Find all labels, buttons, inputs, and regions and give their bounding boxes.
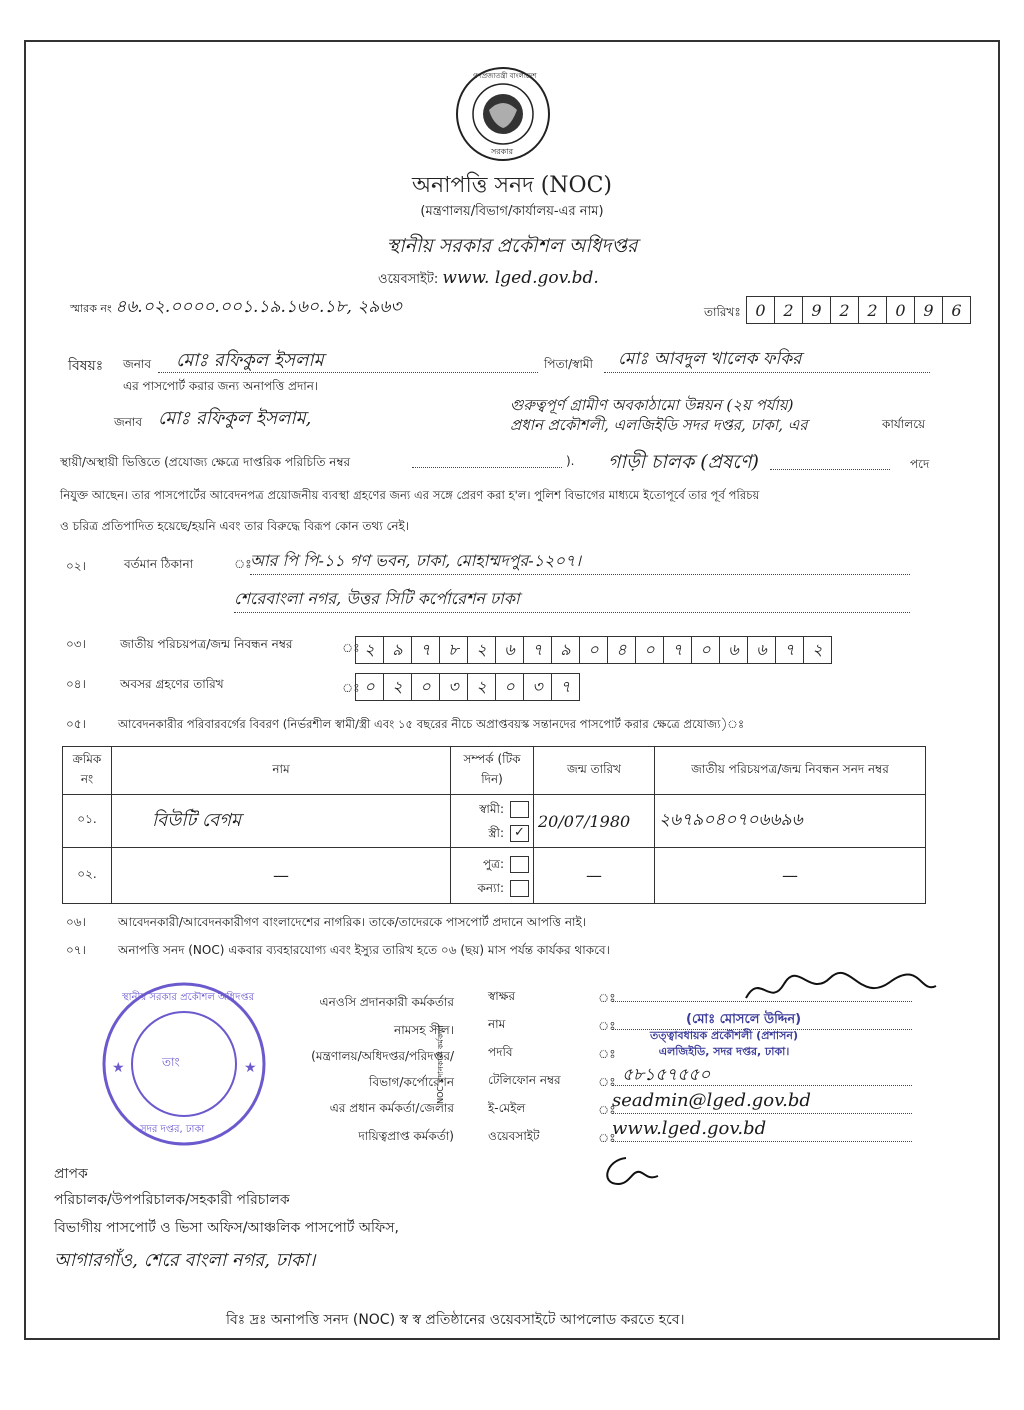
subject-label: বিষয়ঃ	[68, 358, 104, 374]
officer-phone: ৫৮১৫৭৫৫০	[622, 1065, 711, 1085]
retirement-digit-5: ২	[467, 673, 496, 701]
designation-label: পদবি	[488, 1045, 513, 1059]
nid-digit-12: ৭	[663, 636, 692, 664]
row2-serial: ০২.	[63, 848, 112, 904]
item03-number: ০৩।	[66, 637, 86, 651]
employment-close: ).	[566, 454, 575, 468]
memo-value: ৪৬.০২.০০০০.০০১.১৯.১৬০.১৮, ২৯৬৩	[115, 297, 402, 317]
officer-left-1: এনওসি প্রদানকারী কর্মকর্তার	[319, 995, 454, 1009]
husband-checkbox[interactable]	[510, 801, 529, 818]
officer-left-6: দায়িত্বপ্রাপ্ত কর্মকর্তা)	[358, 1129, 454, 1143]
nid-digit-10: ৪	[607, 636, 636, 664]
phone-colon: ঃ	[598, 1075, 616, 1089]
subject-purpose: এর পাসপোর্ট করার জন্য অনাপত্তি প্রদান।	[123, 379, 319, 393]
col-dob: জন্ম তারিখ	[534, 747, 655, 795]
nid-digit-6: ৬	[495, 636, 524, 664]
item07-number: ০৭।	[66, 943, 86, 957]
page-title: অনাপত্তি সনদ (NOC)	[411, 173, 613, 198]
recipient-line2: বিভাগীয় পাসপোর্ট ও ভিসা অফিস/আঞ্চলিক পাসপোর্ট অফিস,	[54, 1220, 399, 1236]
retirement-digit-1: ০	[355, 673, 384, 701]
date-boxes	[747, 296, 971, 324]
retirement-colon: ঃ	[342, 681, 360, 695]
father-name: মোঃ আবদুল খালেক ফকির	[618, 349, 802, 369]
officer-left-2: নামসহ সীল।	[394, 1023, 454, 1037]
address-line1	[250, 552, 910, 575]
retirement-digit-3: ০	[411, 673, 440, 701]
website-field-line	[612, 1140, 912, 1142]
address-value2: শেরেবাংলা নগর, উত্তর সিটি কর্পোরেশন ঢাকা	[234, 589, 520, 608]
officer-signature	[740, 968, 940, 1016]
website-line	[378, 268, 599, 291]
office-id-dots	[412, 466, 562, 468]
body-mr-label: জনাব	[114, 415, 143, 429]
nid-colon: ঃ	[342, 641, 360, 655]
memo-line	[70, 294, 401, 322]
daughter-checkbox[interactable]	[510, 880, 529, 897]
retirement-digit-6: ০	[495, 673, 524, 701]
nid-digit-8: ৯	[551, 636, 580, 664]
item07-text: অনাপত্তি সনদ (NOC) একবার ব্যবহারযোগ্য এবং ইস্যুর তারিখ হতে ০৬ (ছয়) মাস পর্যন্ত কার্যকর থাকবে।	[118, 943, 610, 957]
row1-dob: 20/07/1980	[534, 795, 655, 848]
memo-label: স্মারক নং	[70, 302, 112, 315]
recipient-line1: পরিচালক/উপপরিচালক/সহকারী পরিচালক	[54, 1192, 290, 1208]
item05-number: ০৫।	[66, 717, 86, 731]
designation-colon: ঃ	[598, 1047, 616, 1061]
col-serial: ক্রমিক নং	[63, 747, 112, 795]
email-label: ই-মেইল	[488, 1101, 526, 1115]
office-suffix: কার্যালয়ে	[882, 417, 926, 431]
officer-website: www.lged.gov.bd	[612, 1118, 767, 1139]
body-paragraph-line1: নিযুক্ত আছেন। তার পাসপোর্টের আবেদনপত্র প্রয়োজনীয় ব্যবস্থা গ্রহণের জন্য এর সঙ্গে প্রেরণ করা হ'ল। পুলিশ বিভাগের মাধ্যমে ইতোপূর্বে তার পূর্ব পরিচয়	[60, 488, 760, 502]
date-digit-4: 2	[830, 296, 859, 324]
footnote: বিঃ দ্রঃ অনাপত্তি সনদ (NOC) স্ব স্ব প্রতিষ্ঠানের ওয়েবসাইটে আপলোড করতে হবে।	[226, 1312, 685, 1328]
employment-basis: স্থায়ী/অস্থায়ী ভিত্তিতে (প্রযোজ্য ক্ষেত্রে দাপ্তরিক পরিচিতি নম্বর	[60, 455, 351, 469]
date-digit-6: 0	[886, 296, 915, 324]
signature-colon: ঃ	[598, 991, 616, 1005]
row1-opt1-label: স্বামী:	[479, 802, 504, 816]
nid-digit-11: ০	[635, 636, 664, 664]
email-line	[612, 1112, 912, 1114]
body-applicant-name: মোঃ রফিকুল ইসলাম,	[158, 408, 312, 429]
phone-label: টেলিফোন নম্বর	[488, 1073, 561, 1087]
initial-signature	[596, 1150, 666, 1194]
row2-relation	[451, 848, 534, 904]
retirement-digit-2: ২	[383, 673, 412, 701]
office-seal-bottom: সদর দপ্তর, ঢাকা	[140, 1124, 205, 1135]
address-label: বর্তমান ঠিকানা	[124, 557, 194, 571]
svg-text:★: ★	[112, 1060, 125, 1076]
name-label: নাম	[488, 1017, 506, 1031]
item06-text: আবেদনকারী/আবেদনকারীগণ বাংলাদেশের নাগরিক। তাকে/তাদেরকে পাসপোর্ট প্রদানে আপত্তি নাই।	[118, 915, 587, 929]
retirement-digit-4: ৩	[439, 673, 468, 701]
officer-email: seadmin@lged.gov.bd	[612, 1090, 811, 1111]
body-paragraph-line2: ও চরিত্র প্রতিপাদিত হয়েছে/হয়নি এবং তার বিরুদ্ধে বিরূপ কোন তথ্য নেই।	[60, 519, 410, 533]
nid-digit-5: ২	[467, 636, 496, 664]
website-value: www. lged.gov.bd.	[442, 268, 599, 288]
applicant-name-line	[158, 352, 538, 373]
address-colon: ঃ	[234, 557, 252, 571]
subject-mr-label: জনাব	[123, 357, 152, 371]
nid-digit-7: ৭	[523, 636, 552, 664]
retirement-label: অবসর গ্রহণের তারিখ	[120, 677, 224, 691]
retirement-digit-8: ৭	[551, 673, 580, 701]
date-digit-5: 2	[858, 296, 887, 324]
nid-label: জাতীয় পরিচয়পত্র/জন্ম নিবন্ধন নম্বর	[120, 637, 293, 651]
nid-digit-1: ২	[355, 636, 384, 664]
office-seal-center: তাং	[162, 1055, 180, 1069]
nid-digit-4: ৮	[439, 636, 468, 664]
col-nid: জাতীয় পরিচয়পত্র/জন্ম নিবন্ধন সনদ নম্বর	[655, 747, 926, 795]
officer-side-label: NOC প্রদানকারী কর্মকর্তা	[435, 1025, 445, 1104]
item04-number: ০৪।	[66, 677, 86, 691]
table-row	[63, 795, 926, 848]
row1-name: বিউটি বেগম	[112, 795, 451, 848]
svg-text:★: ★	[244, 1060, 257, 1076]
website-field-colon: ঃ	[598, 1131, 616, 1145]
father-label: পিতা/স্বামী	[544, 357, 593, 371]
date-digit-8: 6	[942, 296, 971, 324]
row2-dob: —	[534, 848, 655, 904]
family-table-header	[63, 747, 926, 795]
row2-opt2-label: কন্যা:	[477, 880, 504, 895]
family-table	[62, 746, 926, 904]
col-relation: সম্পর্ক (টিক দিন)	[451, 747, 534, 795]
applicant-name: মোঃ রফিকুল ইসলাম	[176, 350, 324, 371]
row2-name: —	[112, 848, 451, 904]
family-details-label: আবেদনকারীর পরিবারবর্গের বিবরণ (নির্ভরশীল স্বামী/স্ত্রী এবং ১৫ বছরের নীচে অপ্রাপ্তবয়স্ক সন্তানদের পাসপোর্ট করার ক্ষেত্রে প্রযোজ্য)ঃ	[118, 717, 745, 731]
row1-opt2-label: স্ত্রী:	[488, 826, 504, 840]
nid-digit-15: ৬	[747, 636, 776, 664]
recipient-label: প্রাপক	[54, 1166, 88, 1182]
row1-serial: ০১.	[63, 795, 112, 848]
officer-left-5: এর প্রধান কর্মকর্তা/জেলার	[329, 1101, 454, 1115]
nid-digit-14: ৬	[719, 636, 748, 664]
name-colon: ঃ	[598, 1019, 616, 1033]
col-name: নাম	[112, 747, 451, 795]
officer-name: (মোঃ মোসলে উদ্দিন)	[686, 1012, 802, 1027]
row2-opt1-label: পুত্র:	[482, 856, 504, 871]
wife-checkbox[interactable]: ✓	[510, 825, 529, 842]
date-digit-1: 0	[746, 296, 775, 324]
designation-dots	[770, 468, 890, 470]
address-value1: আর পি পি-১১ গণ ভবন, ঢাকা, মোহাম্মদপুর-১২০৭।	[250, 551, 581, 570]
son-checkbox[interactable]	[510, 856, 529, 873]
office-round-seal	[100, 980, 268, 1148]
page-subtitle: (মন্ত্রণালয়/বিভাগ/কার্যালয়-এর নাম)	[420, 204, 604, 219]
nid-digit-2: ৯	[383, 636, 412, 664]
post-suffix: পদে	[910, 457, 930, 471]
designation: গাড়ী চালক (প্রষণে)	[608, 451, 759, 473]
date-digit-3: 9	[802, 296, 831, 324]
address-line2	[234, 590, 910, 613]
officer-left-3: (মন্ত্রণালয়/অধিদপ্তর/পরিদপ্তর/	[311, 1049, 454, 1063]
project-office: প্রধান প্রকৌশলী, এলজিইডি সদর দপ্তর, ঢাকা, এর	[510, 416, 808, 434]
date-digit-7: 9	[914, 296, 943, 324]
nid-boxes	[356, 636, 832, 664]
retirement-date-boxes	[356, 673, 580, 701]
seal-top-text: গণপ্রজাতন্ত্রী বাংলাদেশ	[473, 72, 537, 80]
nid-digit-17: ২	[803, 636, 832, 664]
website-field-label: ওয়েবসাইট	[488, 1129, 540, 1143]
item06-number: ০৬।	[66, 915, 86, 929]
seal-bottom-text: সরকার	[491, 147, 514, 156]
website-label: ওয়েবসাইট:	[378, 272, 439, 287]
date-digit-2: 2	[774, 296, 803, 324]
office-name: স্থানীয় সরকার প্রকৌশল অধিদপ্তর	[386, 235, 638, 257]
father-name-line	[604, 349, 930, 373]
row2-nid: —	[655, 848, 926, 904]
email-colon: ঃ	[598, 1103, 616, 1117]
item02-number: ০২।	[66, 559, 86, 573]
row1-nid: ২৬৭৯০৪০৭০৬৬৯৬	[655, 795, 926, 848]
nid-digit-9: ০	[579, 636, 608, 664]
nid-digit-16: ৭	[775, 636, 804, 664]
nid-digit-13: ০	[691, 636, 720, 664]
recipient-line3: আগারগাঁও, শেরে বাংলা নগর, ঢাকা।	[54, 1250, 316, 1271]
signature-label: স্বাক্ষর	[488, 989, 516, 1003]
row1-relation	[451, 795, 534, 848]
retirement-digit-7: ৩	[523, 673, 552, 701]
officer-designation: তত্ত্বাবধায়ক প্রকৌশলী (প্রশাসন) এলজিইডি, সদর দপ্তর, ঢাকা।	[650, 1029, 798, 1058]
office-seal-text: স্থানীয় সরকার প্রকৌশল অধিদপ্তর	[122, 992, 255, 1003]
table-row	[63, 848, 926, 904]
nid-digit-3: ৭	[411, 636, 440, 664]
officer-left-4: বিভাগ/কর্পোরেশন	[369, 1075, 454, 1089]
date-label: তারিখঃ	[704, 305, 741, 319]
project-name: গুরুত্বপূর্ণ গ্রামীণ অবকাঠামো উন্নয়ন (২য় পর্যায়)	[510, 396, 794, 414]
